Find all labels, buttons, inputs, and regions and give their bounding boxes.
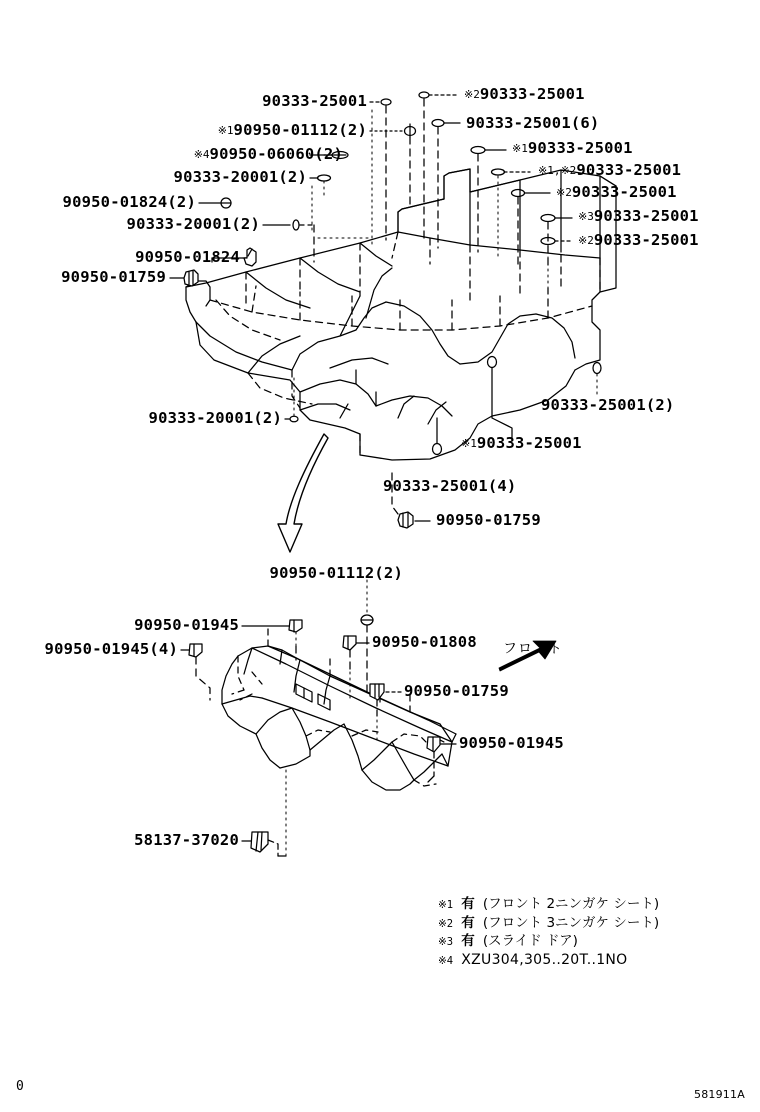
front-arrow-label: フロント bbox=[503, 641, 563, 657]
part-number: 90333-25001 bbox=[576, 161, 682, 179]
legend-marker-3: ※3 bbox=[438, 936, 454, 948]
part-number: 90950-01759 bbox=[61, 268, 166, 286]
legend-value-3: 有 bbox=[461, 933, 475, 949]
footnote-marker-1: ※1 bbox=[512, 141, 528, 155]
part-label-90333-25001-r3[interactable] bbox=[512, 141, 633, 157]
part-number: 90333-25001 bbox=[571, 183, 677, 201]
legend-value-1: 有 bbox=[461, 896, 475, 912]
footnote-marker-1: ※1 bbox=[217, 123, 234, 137]
part-number: 90950-01824 bbox=[135, 248, 240, 266]
lower-assembly-outline bbox=[222, 646, 456, 790]
part-label-90950-01112-upper[interactable] bbox=[218, 123, 367, 139]
part-number: 90333-25001 bbox=[527, 139, 633, 157]
part-label-90950-01759-r11[interactable] bbox=[436, 513, 541, 529]
part-number: 90950-06060(2) bbox=[209, 145, 343, 163]
part-label-90333-20001-a[interactable] bbox=[174, 170, 307, 186]
part-number: 90333-25001 bbox=[262, 92, 367, 110]
part-number: 90333-25001 bbox=[593, 207, 699, 225]
part-number: 90950-01112(2) bbox=[233, 121, 367, 139]
part-label-90333-25001-r2[interactable] bbox=[466, 116, 599, 132]
legend-row-3 bbox=[438, 933, 659, 952]
part-label-90950-01759-upper[interactable] bbox=[61, 270, 166, 286]
part-number: 90950-01824(2) bbox=[62, 193, 196, 211]
part-label-90333-25001-r1[interactable] bbox=[464, 87, 585, 103]
part-number: 90950-01112(2) bbox=[269, 564, 403, 582]
part-label-90333-25001-top[interactable] bbox=[262, 94, 367, 110]
legend-marker-1: ※1 bbox=[438, 899, 454, 911]
part-number: 90333-25001(2) bbox=[541, 396, 675, 414]
footnote-legend bbox=[438, 896, 659, 970]
part-label-90333-25001-r6[interactable] bbox=[578, 209, 699, 225]
part-label-90950-01824-b[interactable] bbox=[135, 250, 240, 266]
legend-note-2: (フロント 3ニンガケ シート) bbox=[482, 914, 660, 931]
part-number: 90950-01945 bbox=[134, 616, 239, 634]
upper-right-leader-lines bbox=[392, 92, 601, 528]
legend-note-4: XZU304,305..20T..1NO bbox=[461, 951, 628, 968]
part-number: 90950-01759 bbox=[436, 511, 541, 529]
legend-row-1 bbox=[438, 896, 659, 915]
part-number: 90333-25001(4) bbox=[383, 477, 517, 495]
part-number: 90333-20001(2) bbox=[126, 215, 260, 233]
part-label-90333-25001-r10[interactable] bbox=[383, 479, 516, 495]
legend-marker-2: ※2 bbox=[438, 917, 454, 930]
part-label-90950-01112-lower[interactable] bbox=[270, 566, 403, 582]
footnote-marker-2: ※2 bbox=[464, 87, 480, 101]
lower-assembly-hidden-edges bbox=[232, 628, 448, 786]
part-number: 90333-25001 bbox=[593, 231, 699, 249]
part-label-90950-01945-l3[interactable] bbox=[45, 642, 178, 658]
part-label-90950-01945-l2[interactable] bbox=[134, 618, 239, 634]
part-label-90950-01945-l6[interactable] bbox=[459, 736, 564, 752]
part-label-90333-25001-r5[interactable] bbox=[556, 185, 677, 201]
part-label-90333-25001-r4[interactable] bbox=[538, 163, 681, 179]
legend-marker-4: ※4 bbox=[438, 954, 454, 967]
footnote-marker-2: ※2 bbox=[578, 233, 594, 247]
page-marker: 0 bbox=[16, 1079, 24, 1094]
part-label-90333-25001-r7[interactable] bbox=[578, 233, 699, 249]
footnote-marker-1: ※1 bbox=[461, 436, 477, 450]
part-number: 90950-01759 bbox=[404, 682, 509, 700]
part-label-90950-01808[interactable] bbox=[372, 635, 477, 651]
part-number: 90950-01808 bbox=[372, 633, 477, 651]
part-label-90333-25001-r8[interactable] bbox=[541, 398, 674, 414]
part-label-58137-37020[interactable] bbox=[134, 833, 239, 849]
part-label-90950-01824-a[interactable] bbox=[63, 195, 196, 211]
part-number: 90333-25001 bbox=[476, 434, 582, 452]
part-label-90333-20001-b[interactable] bbox=[127, 217, 260, 233]
part-label-90950-01759-lower[interactable] bbox=[404, 684, 509, 700]
part-label-90950-06060[interactable] bbox=[194, 147, 343, 163]
part-label-90333-20001-c[interactable] bbox=[149, 411, 282, 427]
part-number: 58137-37020 bbox=[134, 831, 239, 849]
part-number: 90333-25001(6) bbox=[466, 114, 600, 132]
part-label-90333-25001-r9[interactable] bbox=[461, 436, 582, 452]
footnote-marker-4: ※4 bbox=[193, 147, 210, 161]
part-number: 90950-01945 bbox=[459, 734, 564, 752]
part-number: 90333-20001(2) bbox=[148, 409, 282, 427]
legend-note-1: (フロント 2ニンガケ シート) bbox=[482, 896, 660, 912]
part-number: 90950-01945(4) bbox=[44, 640, 178, 658]
part-number: 90333-20001(2) bbox=[173, 168, 307, 186]
legend-row-2 bbox=[438, 915, 659, 934]
footnote-marker-1-2: ※1,※2 bbox=[538, 163, 577, 177]
legend-row-4 bbox=[438, 952, 659, 971]
transition-arrow bbox=[278, 434, 328, 552]
footnote-marker-2: ※2 bbox=[556, 185, 572, 199]
diagram-id: 581911A bbox=[694, 1088, 745, 1101]
footnote-marker-3: ※3 bbox=[578, 209, 594, 223]
legend-note-3: (スライド ドア) bbox=[482, 933, 578, 949]
part-number: 90333-25001 bbox=[479, 85, 585, 103]
legend-value-2: 有 bbox=[461, 914, 475, 931]
